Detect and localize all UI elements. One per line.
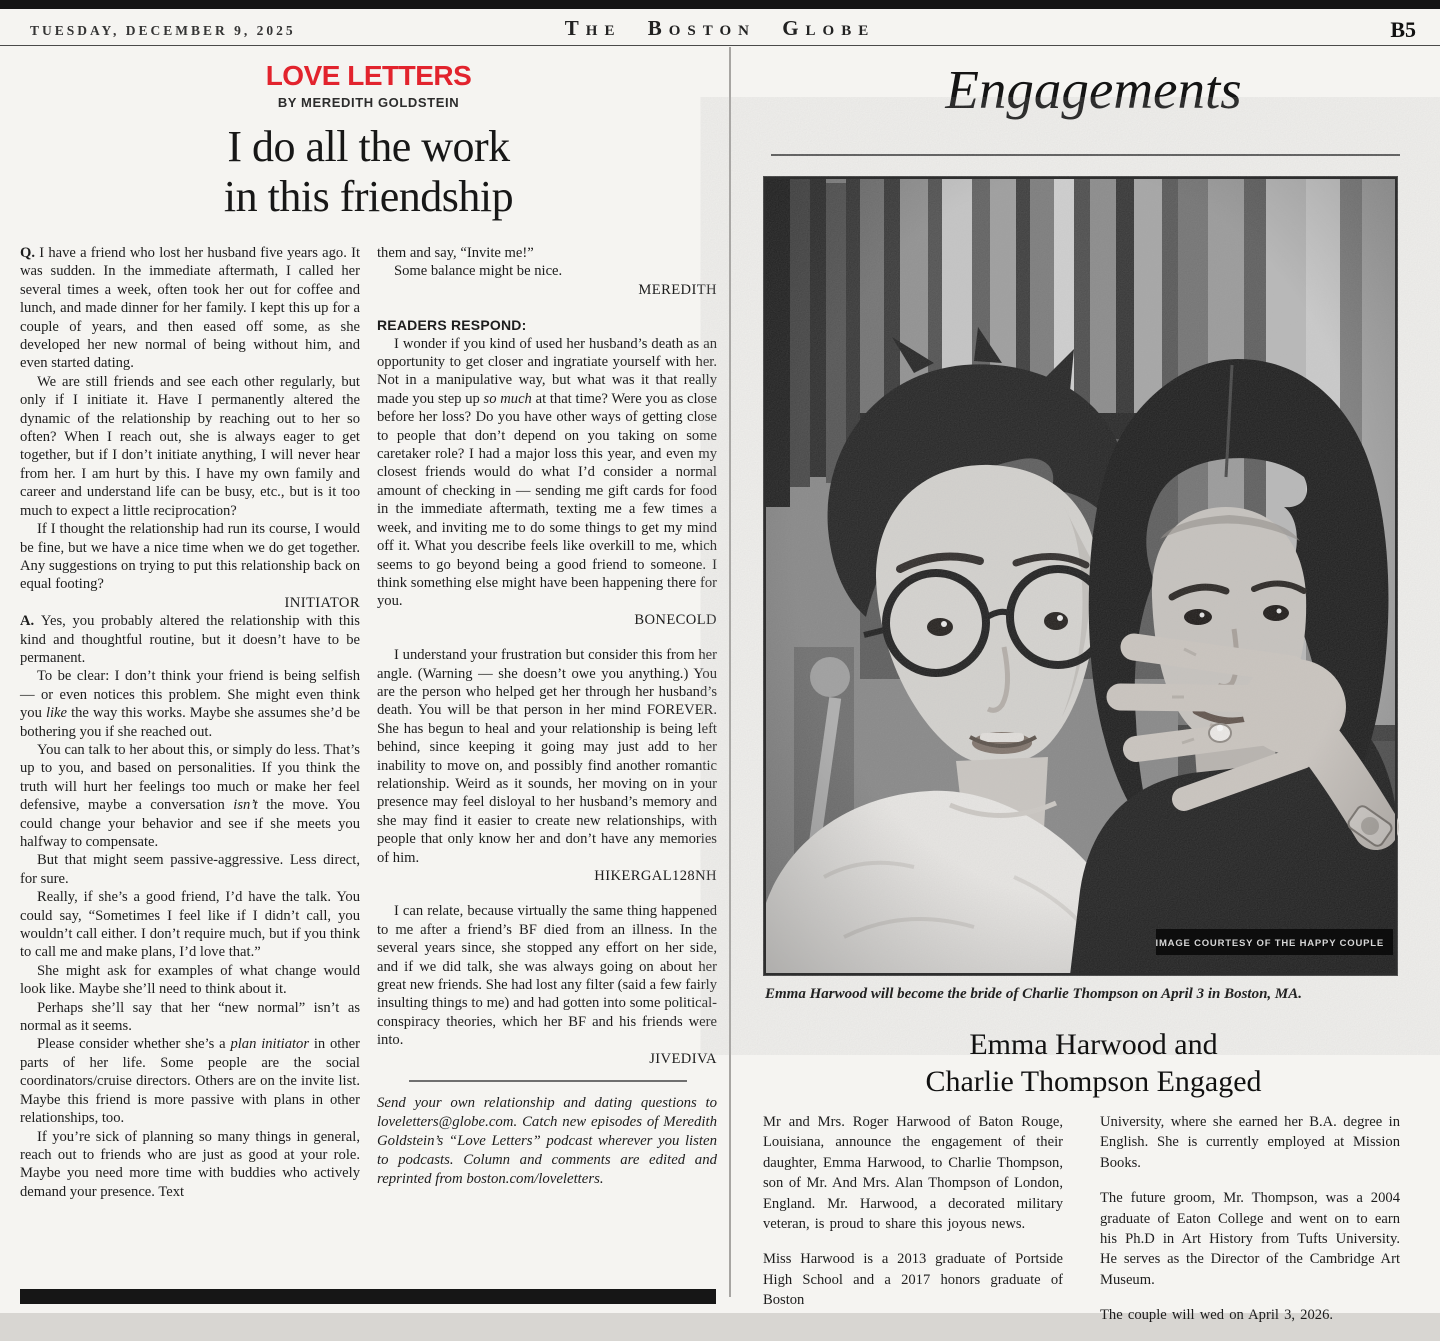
engagement-headline-line-2: Charlie Thompson Engaged xyxy=(925,1065,1262,1098)
paragraph: University, where she earned her B.A. degree in English. She is currently employed at Mission Books. xyxy=(1100,1114,1400,1171)
paragraph: INITIATOR xyxy=(284,594,360,611)
paragraph: I understand your frustration but consider this from her angle. (Warning — she doesn’t owe you anything.) You are the person who helped get her through her husband’s death. You will be that person in her mind FOREVER. She has begun to heal and your relationship is being left behind, since keeping it going may just add to her inability to move on, and possibly find another romantic relationship. Weird as it sounds, her moving on in your presence may feel disloyal to her husband’s memory and she may find it easier to create new relationships, with people that only know her and don’t have any memories of him. xyxy=(377,647,717,866)
page-date: TUESDAY, DECEMBER 9, 2025 xyxy=(30,23,296,38)
paragraph: You can talk to her about this, or simply do less. That’s up to you, and based on personalities. If you think the truth will hurt her feelings too much or make her feel defensive, maybe a conversation isn’t the move. You could change your behavior and see if she meets you halfway to compensate. xyxy=(20,741,360,850)
paragraph: She might ask for examples of what change would look like. Maybe she’ll need to think about it. xyxy=(20,962,360,998)
paragraph: JIVEDIVA xyxy=(649,1050,717,1067)
bottom-rule-bar xyxy=(20,1289,716,1304)
engagement-column-1 xyxy=(763,1112,1063,1341)
article-columns xyxy=(20,244,717,1201)
top-rule-bar xyxy=(0,0,1440,9)
article-column-1 xyxy=(20,244,360,1201)
paragraph: A. Yes, you probably altered the relationship with this kind and thoughtful routine, but it doesn’t have to be permanent. xyxy=(20,613,360,666)
paragraph: But that might seem passive-aggressive. Less direct, for sure. xyxy=(20,852,360,887)
paragraph: The couple will wed on April 3, 2026. xyxy=(1100,1307,1334,1324)
paragraph: Some balance might be nice. xyxy=(394,263,563,280)
article-column-2-text xyxy=(377,244,717,1068)
byline: BY MEREDITH GOLDSTEIN xyxy=(277,95,460,110)
engagements-title: Engagements xyxy=(945,59,1242,120)
paragraph: them and say, “Invite me!” xyxy=(377,245,534,261)
love-letters-section xyxy=(20,46,717,1306)
page-number: B5 xyxy=(1390,17,1416,42)
paragraph: To be clear: I don’t think your friend is being selfish — or even notices this problem. She might even think you like the way this works. Maybe she assumes she’d be bothering you if she reached out. xyxy=(20,668,360,740)
headline-line-2: in this friendship xyxy=(223,172,514,221)
column-divider-rule xyxy=(729,47,731,1297)
article-column-2 xyxy=(377,244,717,1201)
paragraph: MEREDITH xyxy=(638,281,717,298)
photo-credit-label: IMAGE COURTESY OF THE HAPPY COUPLE xyxy=(1155,938,1384,949)
engagement-columns xyxy=(763,1112,1400,1341)
paragraph: HIKERGAL128NH xyxy=(594,868,717,884)
paragraph: BONECOLD xyxy=(634,611,717,628)
paragraph: I can relate, because virtually the same thing happened to me after a friend’s BF died from an illness. In the several years since, she stopped any effort on her side, and if we did talk, she was always going on about her great new friends. She had lost any filter (said a few fairly insulting things to me) and had gotten into some political-conspiracy theories, which her BF and his friends were into. xyxy=(377,903,717,1049)
footer-note-rule xyxy=(409,1080,687,1082)
paragraph: We are still friends and see each other regularly, but only if I initiate it. Have I permanently altered the dynamic of the relationship by reaching out to her so often? When I reach out, she is always eager to get together, but if I don’t initiate anything, I will never hear from her. I am hurt by this. I have my own family and career and understand life can be busy, etc., but is it too much to expect a little reciprocation? xyxy=(20,373,360,519)
engagement-photo xyxy=(763,176,1398,976)
page-header xyxy=(0,9,1440,46)
paragraph: Really, if she’s a good friend, I’d have the talk. You could say, “Sometimes I feel like if I didn’t call, you wouldn’t call either. I don’t require much, but if you think to call me and make plans, I’d love that.” xyxy=(20,889,360,961)
paragraph: If I thought the relationship had run its course, I would be fine, but we have a nice time when we do get together. Any suggestions on trying to put this relationship back on equal footing? xyxy=(20,521,360,593)
engagement-column-2 xyxy=(1100,1112,1400,1341)
headline-line-1: I do all the work xyxy=(227,122,510,171)
paragraph: READERS RESPOND: xyxy=(377,317,527,334)
paragraph: Perhaps she’ll say that her “new normal” isn’t as normal as it seems. xyxy=(20,999,360,1035)
engagement-headline xyxy=(747,1026,1440,1100)
photo-caption: Emma Harwood will become the bride of Charlie Thompson on April 3 in Boston, MA. xyxy=(765,986,1303,1002)
article-headline xyxy=(20,122,717,222)
paragraph: Please consider whether she’s a plan initiator in other parts of her life. Some people are the social coordinators/cruise directors. Others are on the invite list. Maybe this friend is more passive with plans in other relationships, too. xyxy=(20,1036,361,1127)
engagements-rule xyxy=(771,154,1400,156)
paragraph: I wonder if you kind of used her husband’s death as an opportunity to get closer and ingratiate yourself with her. Not in a manipulative way, but what was it that really made you step up so much at that time? Were you as close before her loss? Do you have other ways of getting close to people that don’t depend on you taking on some caretaker role? I had a major loss this year, and even my closest friends would do what I’d consider a normal amount of checking in — sending me gift cards for food in the immediate aftermath, texting me a few times a week, and inviting me to do some things to get my mind off it. What you describe feels like overkill to me, which seems to go beyond being a good friend to someone. I think something else might have been happening there for you. xyxy=(377,335,717,610)
paragraph: Mr and Mrs. Roger Harwood of Baton Rouge, Louisiana, announce the engagement of their daughter, Emma Harwood, to Charlie Thompson, son of Mr. And Mrs. Alan Thompson of London, England. Mr. Harwood, a decorated military veteran, is proud to share this joyous news. xyxy=(763,1114,1063,1233)
masthead-title: The Boston Globe xyxy=(564,16,876,40)
photo-credit-strip xyxy=(1156,929,1394,955)
engagements-section xyxy=(747,46,1440,1324)
section-kicker: LOVE LETTERS xyxy=(265,60,472,91)
engagement-photo-illustration xyxy=(764,177,1397,975)
engagement-headline-line-1: Emma Harwood and xyxy=(969,1028,1218,1061)
paragraph: The future groom, Mr. Thompson, was a 2004 graduate of Eaton College and went on to earn his Ph.D in Art History from Tufts University. He serves as the Director of the Cambridge Art Museum. xyxy=(1100,1190,1400,1288)
paragraph: If you’re sick of planning so many things in general, reach out to friends who are just as good at your role. Maybe you need more time with buddies who actively demand your presence. Text xyxy=(20,1128,360,1200)
paragraph: Miss Harwood is a 2013 graduate of Portside High School and a 2017 honors graduate of Boston xyxy=(763,1251,1063,1309)
paragraph: Q. I have a friend who lost her husband five years ago. It was sudden. In the immediate aftermath, I called her several times a week, often took her out for coffee and lunch, and made dinner for her family. I kept this up for a couple of years, and then eased off some, as she developed her new normal of being without him, and even started dating. xyxy=(20,245,360,372)
footer-note: Send your own relationship and dating questions to loveletters@globe.com. Catch new episodes of Meredith Goldstein’s “Love Letters” podcast wherever you listen to podcasts. Column and comments are edited and reprinted from boston.com/loveletters. xyxy=(377,1095,717,1188)
